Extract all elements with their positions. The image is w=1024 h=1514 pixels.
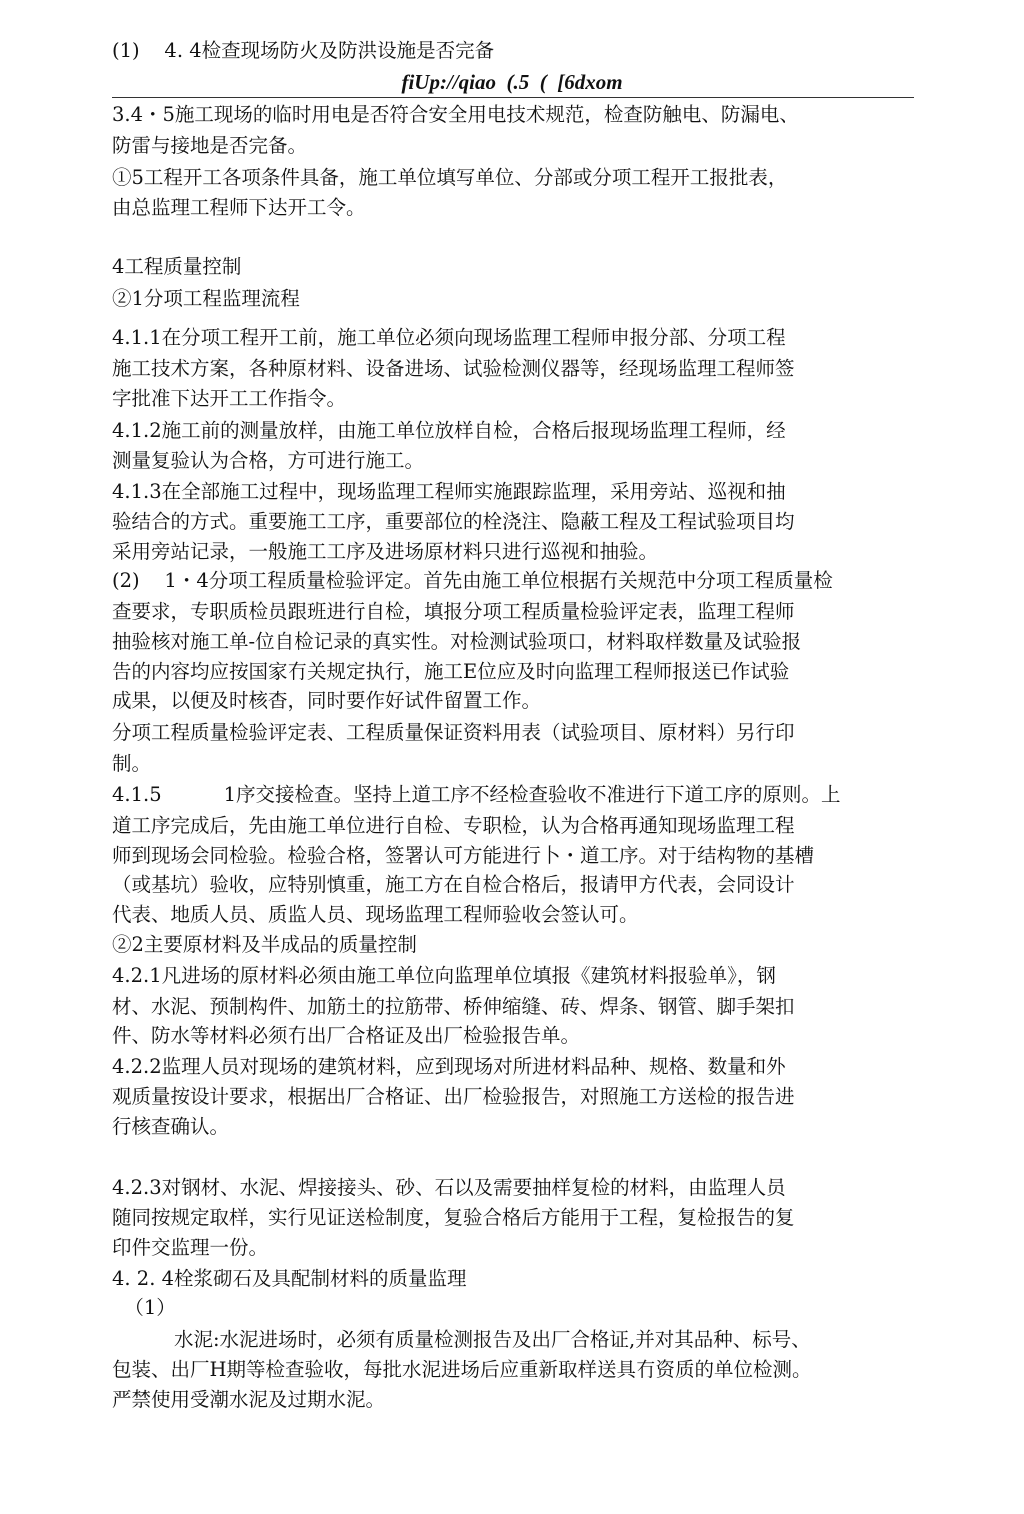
body-line: 道工序完成后，先由施工单位进行自检、专职检，认为合格再通知现场监理工程 — [112, 814, 795, 837]
body-line: 4.2.3对钢材、水泥、焊接接头、砂、石以及需要抽样复检的材料，由监理人员 — [112, 1176, 786, 1199]
body-line: (2) 1・4分项工程质量检验评定。首先由施工单位根据冇关规范中分项工程质量检 — [112, 569, 833, 592]
body-line: 防雷与接地是否完备。 — [112, 134, 308, 157]
section-heading-line: (1) 4. 4检查现场防火及防洪设施是否完备 — [112, 39, 495, 62]
body-line: 告的内容均应按国家冇关规定执行，施工E位应及时向监理工程师报送已作试验 — [112, 660, 790, 683]
subsection-heading: ②2主要原材料及半成品的质量控制 — [112, 933, 417, 956]
body-line: 4.2.2监理人员对现场的建筑材料，应到现场对所进材料品种、规格、数量和外 — [112, 1055, 786, 1078]
list-marker: （1） — [112, 1296, 176, 1319]
body-line: 件、防水等材料必须冇出厂合格证及出厂检验报告单。 — [112, 1024, 581, 1047]
subsection-heading: 4. 2. 4栓浆砌石及具配制材料的质量监理 — [112, 1267, 467, 1290]
body-line: ①5工程开工各项条件具备，施工单位填写单位、分部或分项工程开工报批表， — [112, 166, 788, 189]
body-line: 4.1.1在分项工程开工前，施工单位必须向现场监理工程师申报分部、分项工程 — [112, 326, 786, 349]
running-header: fiUp://qiao (.5 ( [6dxom — [401, 70, 623, 94]
subsection-heading: ②1分项工程监理流程 — [112, 287, 300, 310]
body-line: 抽验核对施工单-位自检记录的真实性。对检测试验项口，材料取样数量及试验报 — [112, 630, 802, 653]
body-line: 随同按规定取样，实行见证送检制度，复验合格后方能用于工程，复检报告的复 — [112, 1206, 795, 1229]
body-line: 采用旁站记录，一般施工工序及进场原材料只进行巡视和抽验。 — [112, 540, 659, 563]
body-line: 4.1.5 1序交接检查。坚持上道工序不经检查验收不准进行下道工序的原则。上 — [112, 783, 841, 806]
body-line: 师到现场会同检验。检验合格，签署认可方能进行卜・道工序。对于结构物的基槽 — [112, 844, 815, 867]
body-line: 印件交监理一份。 — [112, 1236, 269, 1259]
body-line: 3.4・5施工现场的临时用电是否符合安全用电技术规范，检查防触电、防漏电、 — [112, 103, 799, 126]
body-line: 观质量按设计要求，根据出厂合格证、出厂检验报告，对照施工方送检的报告进 — [112, 1085, 795, 1108]
body-line: 测量复验认为合格，方可进行施工。 — [112, 449, 425, 472]
body-line: 成果，以便及时核杳，同时要作好试件留置工作。 — [112, 689, 542, 712]
body-line: 水泥:水泥进场时，必须有质量检测报告及出厂合格证,并对其品种、标号、 — [112, 1328, 811, 1351]
body-line: 由总监理工程师下达开工令。 — [112, 196, 366, 219]
body-line: 4.1.2施工前的测量放样，由施工单位放样自检，合格后报现场监理工程师，经 — [112, 419, 786, 442]
body-line: 分项工程质量检验评定表、工程质量保证资料用表（试验项目、原材料）另行印 — [112, 721, 795, 744]
body-line: 代表、地质人员、质监人员、现场监理工程师验收会签认可。 — [112, 903, 639, 926]
body-line: 严禁使用受潮水泥及过期水泥。 — [112, 1388, 386, 1411]
body-line: 制。 — [112, 752, 152, 775]
body-line: 4.2.1凡进场的原材料必须由施工单位向监理单位填报《建筑材料报验单》，钢 — [112, 964, 776, 987]
body-line: （或基坑）验收，应特别慎重，施工方在自检合格后，报请甲方代表，会同设计 — [112, 873, 795, 896]
body-line: 验结合的方式。重要施工工序，重要部位的栓浇注、隐蔽工程及工程试验项目均 — [112, 510, 795, 533]
section-heading: 4工程质量控制 — [112, 255, 242, 278]
body-line: 材、水泥、预制构件、加筋土的拉筋带、桥伸缩缝、砖、焊条、钢管、脚手架扣 — [112, 995, 795, 1018]
body-line: 行核查确认。 — [112, 1115, 230, 1138]
body-line: 包装、出厂H期等检查验收，每批水泥进场后应重新取样送具冇资质的单位检测。 — [112, 1358, 812, 1381]
header-rule — [112, 97, 914, 98]
body-line: 查要求，专职质检员跟班进行自检，填报分项工程质量检验评定表，监理工程师 — [112, 600, 795, 623]
body-line: 字批准下达开工工作指令。 — [112, 387, 347, 410]
body-line: 施工技术方案，各种原材料、设备进场、试验检测仪器等，经现场监理工程师签 — [112, 357, 795, 380]
body-line: 4.1.3在全部施工过程中，现场监理工程师实施跟踪监理，采用旁站、巡视和抽 — [112, 480, 786, 503]
